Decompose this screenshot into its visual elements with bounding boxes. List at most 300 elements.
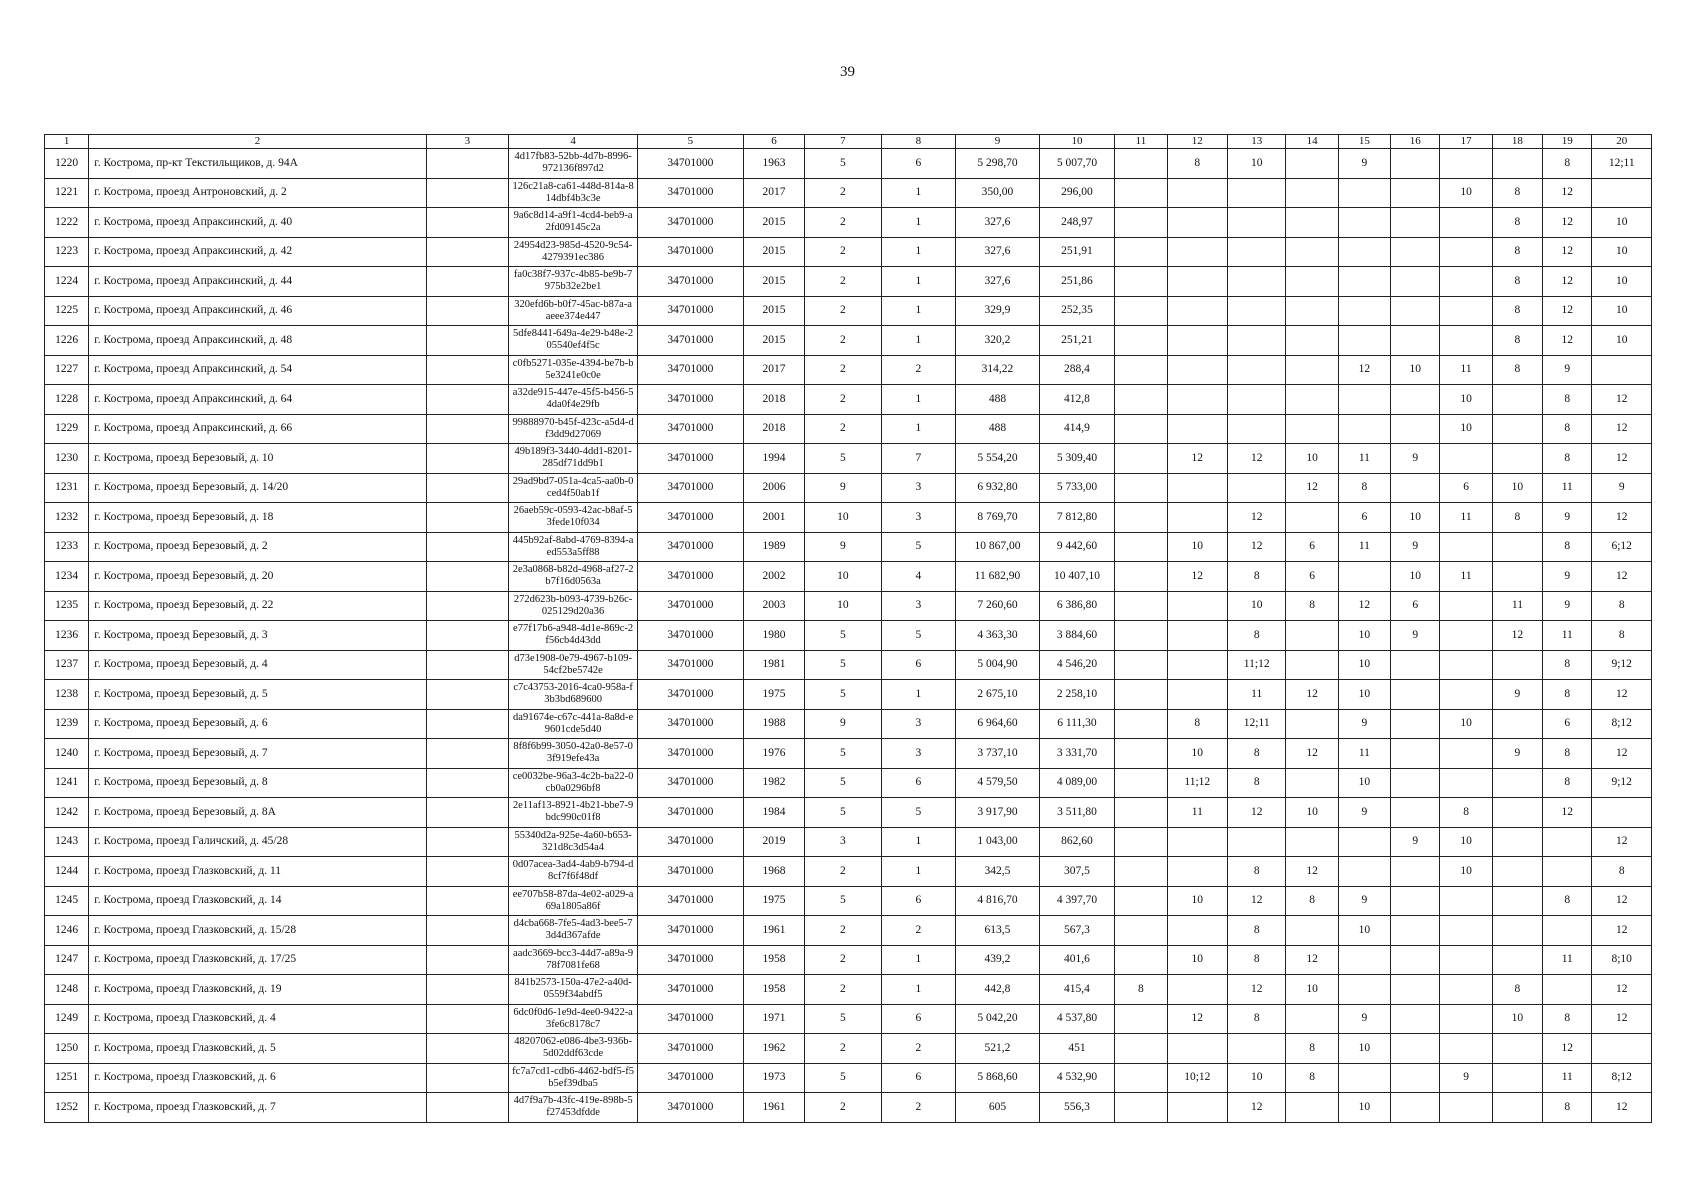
cell-fias-guid: 445b92af-8abd-4769-8394-aed553a5ff88 <box>509 532 638 562</box>
cell-col-13: 12 <box>1228 532 1286 562</box>
cell-col-17: 8 <box>1440 798 1492 828</box>
cell-entrances: 7 <box>881 444 956 474</box>
cell-col-19: 9 <box>1543 591 1592 621</box>
cell-col-17: 11 <box>1440 355 1492 385</box>
cell-fias-guid: fa0c38f7-937c-4b85-be9b-7975b32e2be1 <box>509 267 638 297</box>
cell-row-number: 1221 <box>45 178 89 208</box>
cell-col-19: 8 <box>1543 385 1592 415</box>
cell-col-18: 12 <box>1492 621 1542 651</box>
cell-total-area: 350,00 <box>956 178 1040 208</box>
cell-oktmo-code: 34701000 <box>638 857 744 887</box>
column-number-12: 12 <box>1167 135 1227 149</box>
cell-col-3 <box>426 768 509 798</box>
cell-col-15: 10 <box>1338 650 1390 680</box>
cell-col-16: 9 <box>1391 621 1440 651</box>
cell-col-15 <box>1338 208 1390 238</box>
cell-col-13 <box>1228 827 1286 857</box>
cell-col-18 <box>1492 1034 1542 1064</box>
cell-row-number: 1233 <box>45 532 89 562</box>
cell-col-20: 12 <box>1592 1093 1652 1123</box>
cell-col-19: 6 <box>1543 709 1592 739</box>
cell-col-16 <box>1391 739 1440 769</box>
cell-fias-guid: 2e3a0868-b82d-4968-af27-2b7f16d0563a <box>509 562 638 592</box>
cell-col-14: 10 <box>1286 975 1338 1005</box>
cell-col-11 <box>1115 1034 1167 1064</box>
table-row <box>45 916 1652 946</box>
cell-address: г. Кострома, проезд Апраксинский, д. 48 <box>89 326 426 356</box>
cell-total-area: 5 004,90 <box>956 650 1040 680</box>
cell-floors: 5 <box>805 798 882 828</box>
column-number-7: 7 <box>805 135 882 149</box>
cell-col-16 <box>1391 709 1440 739</box>
table-row <box>45 178 1652 208</box>
cell-col-19: 8 <box>1543 1093 1592 1123</box>
cell-year-built: 1989 <box>743 532 804 562</box>
cell-col-18: 9 <box>1492 739 1542 769</box>
cell-col-11: 8 <box>1115 975 1167 1005</box>
cell-col-3 <box>426 709 509 739</box>
cell-col-17 <box>1440 680 1492 710</box>
cell-col-3 <box>426 414 509 444</box>
cell-row-number: 1245 <box>45 886 89 916</box>
column-number-5: 5 <box>638 135 744 149</box>
cell-year-built: 1981 <box>743 650 804 680</box>
cell-col-14 <box>1286 355 1338 385</box>
table-row <box>45 385 1652 415</box>
cell-col-19: 8 <box>1543 680 1592 710</box>
cell-living-area: 4 537,80 <box>1039 1004 1115 1034</box>
cell-entrances: 3 <box>881 739 956 769</box>
cell-col-12 <box>1167 503 1227 533</box>
cell-fias-guid: 55340d2a-925e-4a60-b653-321d8c3d54a4 <box>509 827 638 857</box>
cell-row-number: 1248 <box>45 975 89 1005</box>
cell-oktmo-code: 34701000 <box>638 975 744 1005</box>
cell-living-area: 7 812,80 <box>1039 503 1115 533</box>
cell-fias-guid: 29ad9bd7-051a-4ca5-aa0b-0ced4f50ab1f <box>509 473 638 503</box>
cell-col-3 <box>426 562 509 592</box>
cell-col-12 <box>1167 208 1227 238</box>
cell-row-number: 1225 <box>45 296 89 326</box>
cell-col-15 <box>1338 562 1390 592</box>
cell-oktmo-code: 34701000 <box>638 591 744 621</box>
cell-entrances: 2 <box>881 1093 956 1123</box>
cell-row-number: 1223 <box>45 237 89 267</box>
cell-living-area: 10 407,10 <box>1039 562 1115 592</box>
cell-col-19 <box>1543 857 1592 887</box>
cell-year-built: 1961 <box>743 916 804 946</box>
cell-floors: 5 <box>805 739 882 769</box>
cell-total-area: 6 932,80 <box>956 473 1040 503</box>
cell-col-15: 11 <box>1338 739 1390 769</box>
cell-col-16 <box>1391 650 1440 680</box>
cell-row-number: 1232 <box>45 503 89 533</box>
cell-col-19: 11 <box>1543 473 1592 503</box>
cell-row-number: 1252 <box>45 1093 89 1123</box>
cell-col-17 <box>1440 916 1492 946</box>
cell-floors: 5 <box>805 149 882 179</box>
cell-col-11 <box>1115 208 1167 238</box>
cell-col-19: 9 <box>1543 355 1592 385</box>
cell-address: г. Кострома, проезд Березовый, д. 10 <box>89 444 426 474</box>
cell-col-11 <box>1115 149 1167 179</box>
cell-address: г. Кострома, проезд Глазковский, д. 19 <box>89 975 426 1005</box>
cell-row-number: 1234 <box>45 562 89 592</box>
cell-col-20: 8 <box>1592 591 1652 621</box>
cell-entrances: 1 <box>881 414 956 444</box>
cell-oktmo-code: 34701000 <box>638 680 744 710</box>
cell-col-16: 9 <box>1391 444 1440 474</box>
cell-row-number: 1236 <box>45 621 89 651</box>
cell-living-area: 4 546,20 <box>1039 650 1115 680</box>
cell-col-16 <box>1391 1063 1440 1093</box>
cell-address: г. Кострома, проезд Глазковский, д. 14 <box>89 886 426 916</box>
cell-col-20: 10 <box>1592 296 1652 326</box>
cell-floors: 10 <box>805 503 882 533</box>
cell-col-18 <box>1492 827 1542 857</box>
cell-oktmo-code: 34701000 <box>638 650 744 680</box>
cell-address: г. Кострома, проезд Глазковский, д. 4 <box>89 1004 426 1034</box>
cell-col-17: 10 <box>1440 414 1492 444</box>
cell-col-3 <box>426 916 509 946</box>
table-row <box>45 444 1652 474</box>
table-row <box>45 149 1652 179</box>
cell-col-18 <box>1492 385 1542 415</box>
cell-col-11 <box>1115 237 1167 267</box>
cell-total-area: 4 816,70 <box>956 886 1040 916</box>
cell-living-area: 3 331,70 <box>1039 739 1115 769</box>
column-number-17: 17 <box>1440 135 1492 149</box>
cell-total-area: 2 675,10 <box>956 680 1040 710</box>
cell-oktmo-code: 34701000 <box>638 916 744 946</box>
cell-col-3 <box>426 208 509 238</box>
cell-col-11 <box>1115 444 1167 474</box>
cell-col-15: 10 <box>1338 916 1390 946</box>
cell-total-area: 488 <box>956 414 1040 444</box>
cell-col-13: 12 <box>1228 975 1286 1005</box>
cell-col-11 <box>1115 532 1167 562</box>
cell-entrances: 1 <box>881 237 956 267</box>
cell-col-13: 11;12 <box>1228 650 1286 680</box>
cell-col-17 <box>1440 591 1492 621</box>
cell-oktmo-code: 34701000 <box>638 208 744 238</box>
cell-entrances: 6 <box>881 768 956 798</box>
cell-entrances: 1 <box>881 267 956 297</box>
cell-address: г. Кострома, проезд Глазковский, д. 6 <box>89 1063 426 1093</box>
cell-floors: 2 <box>805 1093 882 1123</box>
cell-col-3 <box>426 739 509 769</box>
cell-col-17: 6 <box>1440 473 1492 503</box>
cell-col-3 <box>426 798 509 828</box>
cell-col-3 <box>426 857 509 887</box>
cell-col-20: 12 <box>1592 916 1652 946</box>
cell-col-3 <box>426 591 509 621</box>
cell-col-17 <box>1440 975 1492 1005</box>
cell-living-area: 9 442,60 <box>1039 532 1115 562</box>
cell-col-12 <box>1167 326 1227 356</box>
cell-address: г. Кострома, проезд Березовый, д. 2 <box>89 532 426 562</box>
cell-col-11 <box>1115 739 1167 769</box>
cell-col-3 <box>426 680 509 710</box>
cell-entrances: 6 <box>881 1063 956 1093</box>
cell-oktmo-code: 34701000 <box>638 414 744 444</box>
cell-total-area: 3 917,90 <box>956 798 1040 828</box>
cell-fias-guid: a32de915-447e-45f5-b456-54da0f4e29fb <box>509 385 638 415</box>
cell-fias-guid: 48207062-e086-4be3-936b-5d02ddf63cde <box>509 1034 638 1064</box>
cell-row-number: 1241 <box>45 768 89 798</box>
cell-total-area: 5 868,60 <box>956 1063 1040 1093</box>
cell-entrances: 6 <box>881 1004 956 1034</box>
cell-year-built: 2018 <box>743 414 804 444</box>
cell-col-18: 9 <box>1492 680 1542 710</box>
table-row <box>45 945 1652 975</box>
cell-col-3 <box>426 326 509 356</box>
cell-living-area: 556,3 <box>1039 1093 1115 1123</box>
cell-col-11 <box>1115 768 1167 798</box>
cell-col-20 <box>1592 798 1652 828</box>
cell-col-14 <box>1286 621 1338 651</box>
cell-year-built: 2015 <box>743 296 804 326</box>
cell-address: г. Кострома, проезд Глазковский, д. 7 <box>89 1093 426 1123</box>
cell-col-3 <box>426 827 509 857</box>
cell-col-13 <box>1228 178 1286 208</box>
cell-col-17: 11 <box>1440 562 1492 592</box>
cell-col-18 <box>1492 709 1542 739</box>
cell-col-15 <box>1338 296 1390 326</box>
cell-fias-guid: 26aeb59c-0593-42ac-b8af-53fede10f034 <box>509 503 638 533</box>
cell-row-number: 1243 <box>45 827 89 857</box>
cell-col-14: 6 <box>1286 532 1338 562</box>
cell-col-19: 11 <box>1543 1063 1592 1093</box>
cell-col-13 <box>1228 355 1286 385</box>
cell-oktmo-code: 34701000 <box>638 355 744 385</box>
cell-entrances: 1 <box>881 178 956 208</box>
cell-col-15: 8 <box>1338 473 1390 503</box>
cell-col-13: 12;11 <box>1228 709 1286 739</box>
cell-col-20: 9;12 <box>1592 768 1652 798</box>
cell-row-number: 1251 <box>45 1063 89 1093</box>
cell-year-built: 1961 <box>743 1093 804 1123</box>
cell-living-area: 4 397,70 <box>1039 886 1115 916</box>
cell-fias-guid: fc7a7cd1-cdb6-4462-bdf5-f5b5ef39dba5 <box>509 1063 638 1093</box>
cell-col-14: 12 <box>1286 945 1338 975</box>
cell-col-14 <box>1286 709 1338 739</box>
cell-entrances: 3 <box>881 503 956 533</box>
cell-living-area: 5 007,70 <box>1039 149 1115 179</box>
cell-col-20: 12 <box>1592 503 1652 533</box>
cell-address: г. Кострома, проезд Березовый, д. 4 <box>89 650 426 680</box>
cell-col-19 <box>1543 827 1592 857</box>
cell-row-number: 1229 <box>45 414 89 444</box>
table-row <box>45 1063 1652 1093</box>
cell-floors: 5 <box>805 768 882 798</box>
cell-col-3 <box>426 473 509 503</box>
column-number-9: 9 <box>956 135 1040 149</box>
cell-address: г. Кострома, проезд Березовый, д. 8 <box>89 768 426 798</box>
cell-year-built: 1982 <box>743 768 804 798</box>
cell-col-12 <box>1167 591 1227 621</box>
cell-col-15: 10 <box>1338 1093 1390 1123</box>
cell-col-3 <box>426 621 509 651</box>
column-number-19: 19 <box>1543 135 1592 149</box>
cell-living-area: 415,4 <box>1039 975 1115 1005</box>
cell-col-3 <box>426 1034 509 1064</box>
cell-col-12 <box>1167 414 1227 444</box>
cell-col-17: 10 <box>1440 178 1492 208</box>
cell-col-19: 12 <box>1543 1034 1592 1064</box>
cell-floors: 2 <box>805 267 882 297</box>
cell-col-3 <box>426 355 509 385</box>
cell-year-built: 1962 <box>743 1034 804 1064</box>
cell-floors: 2 <box>805 1034 882 1064</box>
cell-year-built: 2015 <box>743 237 804 267</box>
cell-col-20: 9 <box>1592 473 1652 503</box>
cell-fias-guid: 6dc0f0d6-1e9d-4ee0-9422-a3fe6c8178c7 <box>509 1004 638 1034</box>
cell-fias-guid: 49b189f3-3440-4dd1-8201-285df71dd9b1 <box>509 444 638 474</box>
cell-col-16 <box>1391 326 1440 356</box>
table-row <box>45 857 1652 887</box>
cell-col-12 <box>1167 621 1227 651</box>
cell-entrances: 3 <box>881 473 956 503</box>
cell-entrances: 2 <box>881 1034 956 1064</box>
table-body <box>45 149 1652 1123</box>
cell-year-built: 1975 <box>743 680 804 710</box>
cell-oktmo-code: 34701000 <box>638 532 744 562</box>
cell-address: г. Кострома, проезд Глазковский, д. 5 <box>89 1034 426 1064</box>
cell-col-15 <box>1338 945 1390 975</box>
cell-col-18 <box>1492 532 1542 562</box>
cell-total-area: 488 <box>956 385 1040 415</box>
cell-col-16: 10 <box>1391 355 1440 385</box>
cell-col-13 <box>1228 208 1286 238</box>
cell-total-area: 320,2 <box>956 326 1040 356</box>
cell-address: г. Кострома, проезд Березовый, д. 18 <box>89 503 426 533</box>
cell-col-19: 11 <box>1543 945 1592 975</box>
cell-floors: 2 <box>805 945 882 975</box>
cell-col-18 <box>1492 149 1542 179</box>
cell-col-20: 8;10 <box>1592 945 1652 975</box>
cell-col-3 <box>426 945 509 975</box>
cell-col-12 <box>1167 1034 1227 1064</box>
cell-floors: 5 <box>805 1004 882 1034</box>
table-row <box>45 709 1652 739</box>
cell-col-16 <box>1391 1093 1440 1123</box>
cell-fias-guid: c0fb5271-035e-4394-be7b-b5e3241e0c0e <box>509 355 638 385</box>
cell-total-area: 605 <box>956 1093 1040 1123</box>
cell-col-12: 12 <box>1167 1004 1227 1034</box>
cell-col-17 <box>1440 1034 1492 1064</box>
cell-living-area: 3 884,60 <box>1039 621 1115 651</box>
cell-col-15: 6 <box>1338 503 1390 533</box>
cell-col-16: 9 <box>1391 827 1440 857</box>
cell-oktmo-code: 34701000 <box>638 1004 744 1034</box>
cell-col-13: 8 <box>1228 857 1286 887</box>
cell-col-12: 10 <box>1167 532 1227 562</box>
cell-col-18 <box>1492 916 1542 946</box>
cell-col-11 <box>1115 680 1167 710</box>
cell-col-17: 9 <box>1440 1063 1492 1093</box>
table-row <box>45 680 1652 710</box>
page-number: 39 <box>840 64 855 80</box>
cell-address: г. Кострома, пр-кт Текстильщиков, д. 94А <box>89 149 426 179</box>
cell-fias-guid: d4cba668-7fe5-4ad3-bee5-73d4d367afde <box>509 916 638 946</box>
cell-col-12: 8 <box>1167 149 1227 179</box>
cell-col-20: 12 <box>1592 827 1652 857</box>
cell-address: г. Кострома, проезд Глазковский, д. 15/28 <box>89 916 426 946</box>
cell-oktmo-code: 34701000 <box>638 296 744 326</box>
cell-col-11 <box>1115 414 1167 444</box>
cell-row-number: 1220 <box>45 149 89 179</box>
cell-col-19: 12 <box>1543 296 1592 326</box>
cell-col-16: 10 <box>1391 562 1440 592</box>
cell-col-15: 11 <box>1338 444 1390 474</box>
cell-col-13 <box>1228 385 1286 415</box>
cell-col-15: 10 <box>1338 1034 1390 1064</box>
cell-living-area: 2 258,10 <box>1039 680 1115 710</box>
cell-oktmo-code: 34701000 <box>638 385 744 415</box>
cell-col-16 <box>1391 975 1440 1005</box>
cell-col-12: 10;12 <box>1167 1063 1227 1093</box>
cell-col-20: 8;12 <box>1592 1063 1652 1093</box>
cell-living-area: 288,4 <box>1039 355 1115 385</box>
cell-col-14 <box>1286 916 1338 946</box>
cell-col-11 <box>1115 886 1167 916</box>
cell-row-number: 1249 <box>45 1004 89 1034</box>
cell-floors: 2 <box>805 857 882 887</box>
cell-total-area: 5 042,20 <box>956 1004 1040 1034</box>
cell-fias-guid: 4d7f9a7b-43fc-419e-898b-5f27453dfdde <box>509 1093 638 1123</box>
cell-col-19: 8 <box>1543 650 1592 680</box>
cell-entrances: 1 <box>881 945 956 975</box>
cell-address: г. Кострома, проезд Апраксинский, д. 66 <box>89 414 426 444</box>
cell-row-number: 1240 <box>45 739 89 769</box>
cell-col-15 <box>1338 975 1390 1005</box>
table-row <box>45 591 1652 621</box>
cell-total-area: 439,2 <box>956 945 1040 975</box>
cell-year-built: 1963 <box>743 149 804 179</box>
housing-register-table <box>44 134 1652 1123</box>
cell-col-14 <box>1286 768 1338 798</box>
cell-col-11 <box>1115 1093 1167 1123</box>
cell-col-15: 9 <box>1338 886 1390 916</box>
cell-col-11 <box>1115 709 1167 739</box>
cell-col-15 <box>1338 414 1390 444</box>
cell-col-15: 12 <box>1338 591 1390 621</box>
cell-year-built: 2017 <box>743 355 804 385</box>
cell-entrances: 1 <box>881 326 956 356</box>
cell-col-20: 12 <box>1592 414 1652 444</box>
cell-col-19: 11 <box>1543 621 1592 651</box>
cell-col-14: 12 <box>1286 857 1338 887</box>
cell-col-20: 8;12 <box>1592 709 1652 739</box>
cell-oktmo-code: 34701000 <box>638 444 744 474</box>
cell-living-area: 307,5 <box>1039 857 1115 887</box>
cell-col-17 <box>1440 444 1492 474</box>
cell-fias-guid: 5dfe8441-649a-4e29-b48e-205540ef4f5c <box>509 326 638 356</box>
column-number-4: 4 <box>509 135 638 149</box>
cell-col-13: 8 <box>1228 945 1286 975</box>
cell-col-14: 12 <box>1286 473 1338 503</box>
table-row <box>45 739 1652 769</box>
cell-living-area: 862,60 <box>1039 827 1115 857</box>
cell-col-19: 8 <box>1543 768 1592 798</box>
cell-fias-guid: ce0032be-96a3-4c2b-ba22-0cb0a0296bf8 <box>509 768 638 798</box>
cell-col-15: 10 <box>1338 621 1390 651</box>
cell-col-11 <box>1115 857 1167 887</box>
column-number-14: 14 <box>1286 135 1338 149</box>
cell-living-area: 3 511,80 <box>1039 798 1115 828</box>
cell-col-12 <box>1167 296 1227 326</box>
cell-living-area: 296,00 <box>1039 178 1115 208</box>
